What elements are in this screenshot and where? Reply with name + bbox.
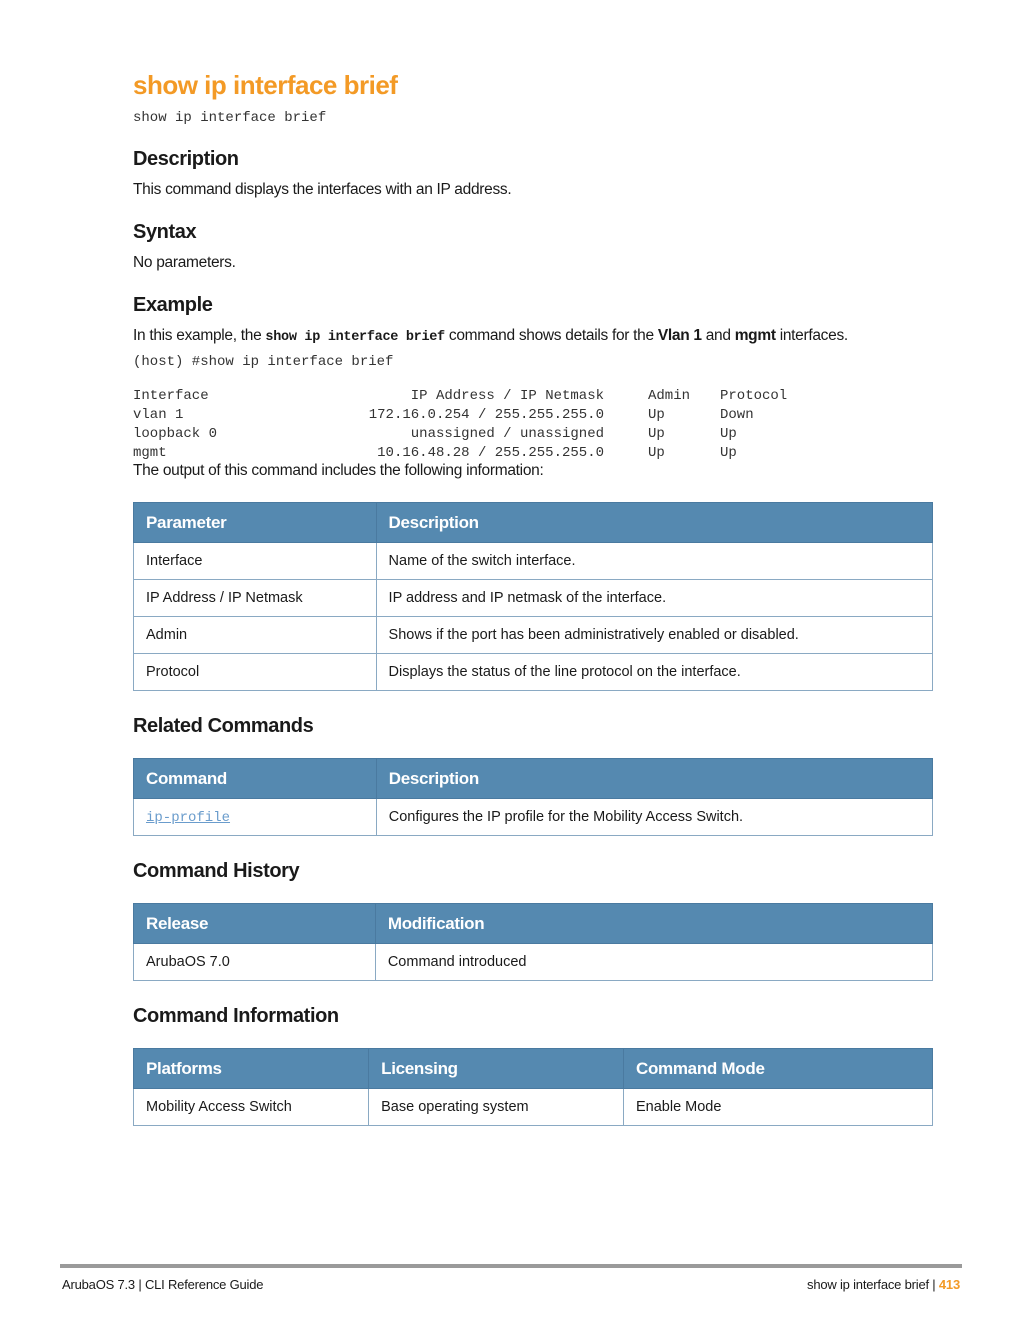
cli-cell: vlan 1 [133,406,184,423]
column-header: Description [376,759,932,799]
column-header: Command [134,759,377,799]
related-commands-heading: Related Commands [133,715,314,737]
intro-vlan: Vlan 1 [657,327,702,344]
column-header: Command Mode [623,1049,932,1089]
intro-command: show ip interface brief [265,330,445,345]
parameter-table [133,502,933,691]
footer-page-info [807,1277,960,1292]
cli-command: (host) #show ip interface brief [133,354,394,370]
page-title: show ip interface brief [133,70,398,100]
page-number: 413 [938,1277,960,1292]
table-cell: Shows if the port has been administratively enabled or disabled. [376,617,932,654]
footer-section-label: show ip interface brief | [807,1277,936,1292]
table-header-row [134,904,933,944]
table-row [134,1089,933,1126]
table-row [134,944,933,981]
table-cell: Protocol [134,654,377,691]
example-intro [133,327,933,345]
cli-cell: Up [648,444,665,461]
cli-output-row [133,405,810,424]
table-row [134,799,933,836]
cli-cell: Up [720,425,737,442]
table-row [134,580,933,617]
cli-header-cell: Protocol [720,387,788,404]
command-syntax: show ip interface brief [133,110,327,126]
cli-cell: loopback 0 [133,425,218,442]
table-cell: Interface [134,543,377,580]
related-commands-table [133,758,933,836]
column-header: Licensing [369,1049,624,1089]
table-cell: Displays the status of the line protocol on the interface. [376,654,932,691]
intro-mgmt: mgmt [734,327,776,344]
description-text: This command displays the interfaces with an IP address. [133,181,512,198]
cli-output-header [133,386,810,405]
table-cell: Base operating system [369,1089,624,1126]
footer-divider [60,1264,962,1268]
syntax-heading: Syntax [133,221,197,243]
table-cell: Command introduced [375,944,932,981]
cli-cell: 172.16.0.254 / 255.255.255.0 [368,406,604,423]
command-information-heading: Command Information [133,1005,339,1027]
ip-profile-link[interactable]: ip-profile [146,809,231,826]
column-header: Release [134,904,376,944]
document-page [133,70,933,1126]
example-section [133,294,933,691]
intro-text-3: and [701,327,735,344]
intro-text-2: command shows details for the [444,327,658,344]
command-information-table [133,1048,933,1126]
column-header: Modification [375,904,932,944]
table-row [134,617,933,654]
cli-cell: unassigned / unassigned [410,425,604,442]
table-cell: IP Address / IP Netmask [134,580,377,617]
cli-cell: Down [720,406,754,423]
table-cell: Admin [134,617,377,654]
footer-guide-title: ArubaOS 7.3 | CLI Reference Guide [62,1277,264,1292]
column-header: Platforms [134,1049,369,1089]
table-cell: Enable Mode [623,1089,932,1126]
command-history-heading: Command History [133,860,300,882]
column-header: Parameter [134,503,377,543]
column-header: Description [376,503,932,543]
table-cell: Mobility Access Switch [134,1089,369,1126]
description-section [133,148,933,199]
syntax-section [133,221,933,272]
cli-cell: Up [720,444,737,461]
syntax-text: No parameters. [133,254,236,271]
table-cell: IP address and IP netmask of the interface. [376,580,932,617]
command-history-table [133,903,933,981]
related-commands-section [133,715,933,836]
table-header-row [134,503,933,543]
cli-output-table [133,386,810,462]
output-note: The output of this command includes the following information: [133,462,544,479]
table-cell: Name of the switch interface. [376,543,932,580]
table-header-row [134,759,933,799]
command-history-section [133,860,933,981]
table-cell: Configures the IP profile for the Mobility Access Switch. [376,799,932,836]
cli-header-cell: Admin [648,387,691,404]
cli-cell: Up [648,406,665,423]
cli-cell: mgmt [133,444,167,461]
cli-output-row [133,424,810,443]
table-row [134,654,933,691]
cli-header-cell: Interface [133,387,209,404]
cli-output-row [133,443,810,462]
cli-cell: Up [648,425,665,442]
cli-cell: 10.16.48.28 / 255.255.255.0 [377,444,604,461]
table-cell [134,799,377,836]
description-heading: Description [133,148,239,170]
cli-header-cell: IP Address / IP Netmask [410,387,604,404]
table-header-row [134,1049,933,1089]
command-information-section [133,1005,933,1126]
table-cell: ArubaOS 7.0 [134,944,376,981]
intro-text-4: interfaces. [775,327,848,344]
example-heading: Example [133,294,213,316]
table-row [134,543,933,580]
intro-text-1: In this example, the [133,327,266,344]
